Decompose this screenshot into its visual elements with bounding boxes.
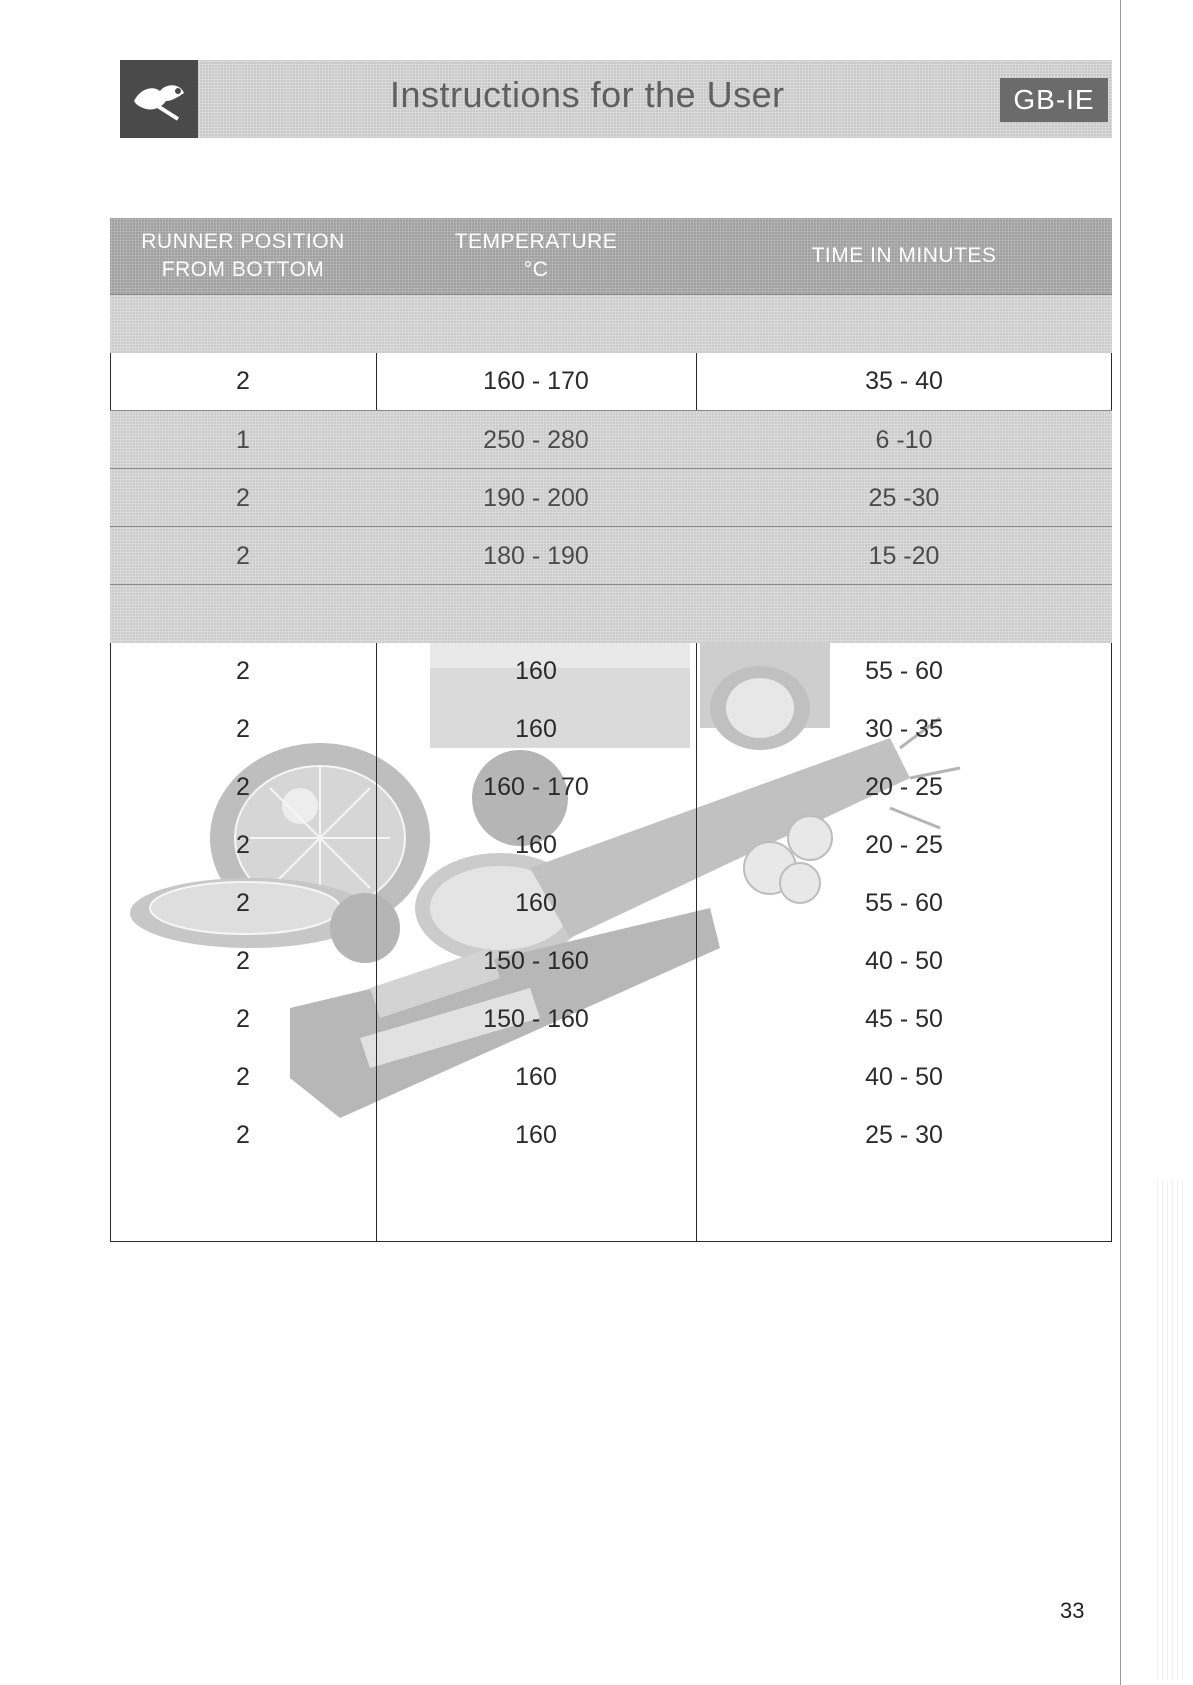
cell-position: 2 bbox=[236, 714, 250, 743]
cell-temperature: 250 - 280 bbox=[483, 425, 589, 454]
table-row bbox=[110, 526, 1112, 585]
cell-position: 2 bbox=[236, 541, 250, 570]
cell-time: 25 - 30 bbox=[865, 1120, 943, 1149]
cell-time: 35 - 40 bbox=[865, 366, 943, 395]
table-header-row bbox=[110, 218, 1112, 294]
cell-time: 30 - 35 bbox=[865, 714, 943, 743]
header-text: TIME IN MINUTES bbox=[811, 244, 997, 267]
cell-time: 6 -10 bbox=[875, 425, 933, 454]
table-row bbox=[110, 584, 1112, 643]
table-row bbox=[110, 1106, 1112, 1164]
page-title: Instructions for the User bbox=[390, 74, 785, 115]
cell-position: 2 bbox=[236, 1062, 250, 1091]
header-time bbox=[696, 218, 1112, 294]
page-edge-line bbox=[1120, 0, 1121, 1685]
cell-position: 1 bbox=[236, 425, 250, 454]
cell-position: 2 bbox=[236, 772, 250, 801]
language-badge: GB-IE bbox=[1000, 78, 1108, 122]
cell-temperature: 190 - 200 bbox=[483, 483, 589, 512]
cell-temperature: 160 bbox=[515, 830, 557, 859]
cell-temperature: 150 - 160 bbox=[483, 1004, 589, 1033]
cell-time: 55 - 60 bbox=[865, 888, 943, 917]
cell-position: 2 bbox=[236, 483, 250, 512]
header-text: RUNNER POSITION bbox=[141, 230, 345, 253]
header-text: TEMPERATURE bbox=[454, 230, 618, 253]
cooking-hob-logo-icon bbox=[120, 60, 198, 138]
table-row bbox=[110, 816, 1112, 874]
cell-time: 20 - 25 bbox=[865, 772, 943, 801]
table-row bbox=[110, 932, 1112, 990]
cell-time: 20 - 25 bbox=[865, 830, 943, 859]
table-row bbox=[110, 758, 1112, 816]
cell-time: 40 - 50 bbox=[865, 946, 943, 975]
table-bottom-border bbox=[110, 1241, 1112, 1242]
cell-temperature: 160 bbox=[515, 1062, 557, 1091]
cell-time: 45 - 50 bbox=[865, 1004, 943, 1033]
cell-position: 2 bbox=[236, 1004, 250, 1033]
cell-temperature: 160 bbox=[515, 1120, 557, 1149]
cell-position: 2 bbox=[236, 1120, 250, 1149]
table-row bbox=[110, 468, 1112, 527]
cell-time: 55 - 60 bbox=[865, 656, 943, 685]
page-header bbox=[120, 60, 1112, 138]
cell-position: 2 bbox=[236, 888, 250, 917]
cell-position: 2 bbox=[236, 946, 250, 975]
cell-temperature: 160 bbox=[515, 888, 557, 917]
table-row bbox=[110, 990, 1112, 1048]
table-row bbox=[110, 874, 1112, 932]
header-text: FROM BOTTOM bbox=[161, 258, 325, 281]
header-runner-position bbox=[110, 218, 376, 294]
header-text: °C bbox=[523, 258, 549, 281]
cell-position: 2 bbox=[236, 830, 250, 859]
table-row bbox=[110, 700, 1112, 758]
table-row bbox=[110, 642, 1112, 700]
cell-temperature: 180 - 190 bbox=[483, 541, 589, 570]
cell-time: 40 - 50 bbox=[865, 1062, 943, 1091]
cooking-table bbox=[110, 218, 1112, 1242]
cell-temperature: 160 - 170 bbox=[483, 366, 589, 395]
page-number: 33 bbox=[1060, 1598, 1085, 1623]
cell-temperature: 160 bbox=[515, 714, 557, 743]
table-row bbox=[110, 410, 1112, 469]
cell-time: 15 -20 bbox=[868, 541, 940, 570]
cell-time: 25 -30 bbox=[868, 483, 940, 512]
cell-temperature: 150 - 160 bbox=[483, 946, 589, 975]
cell-temperature: 160 bbox=[515, 656, 557, 685]
header-temperature bbox=[376, 218, 696, 294]
cell-position: 2 bbox=[236, 656, 250, 685]
cell-temperature: 160 - 170 bbox=[483, 772, 589, 801]
table-row bbox=[110, 294, 1112, 353]
table-row bbox=[110, 1048, 1112, 1106]
table-row bbox=[110, 352, 1112, 410]
scan-edge-noise bbox=[1157, 1180, 1187, 1680]
cell-position: 2 bbox=[236, 366, 250, 395]
